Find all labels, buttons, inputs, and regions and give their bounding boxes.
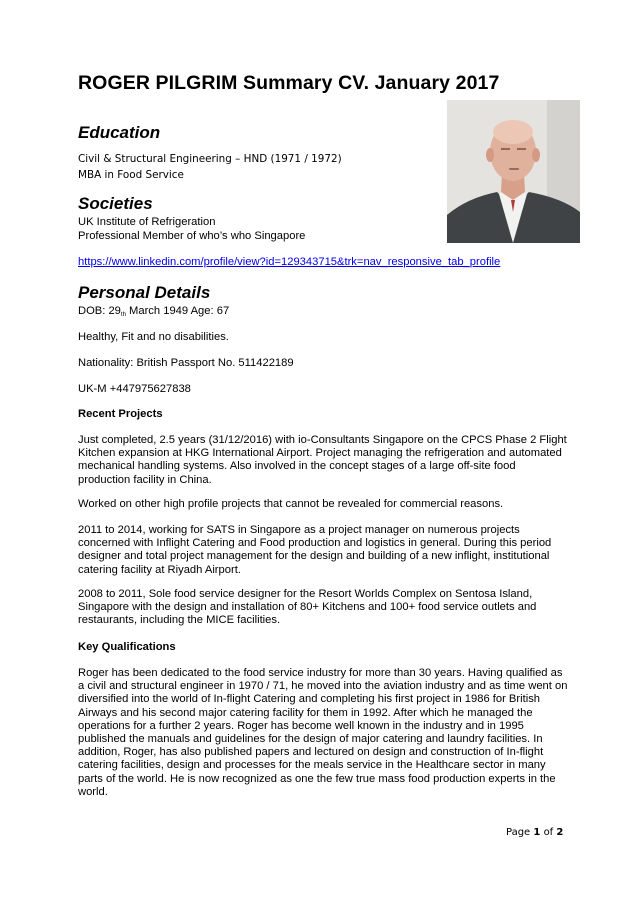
key-qualifications-heading: Key Qualifications <box>78 641 176 653</box>
society-refrigeration: UK Institute of Refrigeration <box>78 216 216 228</box>
society-whos-who: Professional Member of who’s who Singapore <box>78 230 306 242</box>
portrait-illustration <box>447 100 580 243</box>
profile-photo <box>447 100 580 243</box>
project-paragraph-resort-worlds: 2008 to 2011, Sole food service designer for the Resort Worlds Complex on Sentosa Island, Singapore with the design and installation of 80+ Kitchens and 100+ food service outlets and restaurants, including the MICE facilities. <box>78 588 537 627</box>
project-paragraph-hkg: Just completed, 2.5 years (31/12/2016) with io-Consultants Singapore on the CPCS Phase 2 Flight Kitchen expansion at HKG International Airport. Project managing the refrigeration and automated mechanical handling systems. Also involved in the concept stages of a large off-site food production facility in China. <box>78 434 567 486</box>
recent-projects-heading: Recent Projects <box>78 408 163 420</box>
linkedin-link[interactable]: https://www.linkedin.com/profile/view?id=129343715&trk=nav_responsive_tab_profile <box>78 256 501 268</box>
qualifications-paragraph: Roger has been dedicated to the food service industry for more than 30 years. Having qualified as a civil and structural engineer in 1970 / 71, he moved into the aviation industry and as time went on diversified into the world of In-flight Catering and completing his first project in 1986 for British Airways and his second major catering facility for them in 1992. After which he managed the operations for a further 2 years. Roger has become well known in the industry and in 1995 published the manuals and guidelines for the design of major catering and laundry facilities. In addition, Roger, has also published papers and lectured on design and construction of In-flight catering facilities, design and processes for the meals service in the Healthcare sector in many parts of the world. He is now recognized as one the few true mass food production experts in the world. <box>78 667 568 798</box>
health-status: Healthy, Fit and no disabilities. <box>78 331 229 343</box>
education-item-hnd: Civil & Structural Engineering – HND (1971 / 1972) <box>78 153 342 165</box>
personal-details-heading: Personal Details <box>78 283 211 302</box>
societies-heading: Societies <box>78 194 153 213</box>
nationality: Nationality: British Passport No. 511422189 <box>78 357 294 369</box>
page-of: of <box>543 827 554 838</box>
education-item-mba: MBA in Food Service <box>78 169 184 181</box>
phone-number: UK-M +447975627838 <box>78 383 191 395</box>
dob-suffix: th <box>120 312 126 318</box>
cv-title: ROGER PILGRIM Summary CV. January 2017 <box>78 72 500 94</box>
project-paragraph-sats: 2011 to 2014, working for SATS in Singapore as a project manager on numerous projects concerned with Inflight Catering and Food production and logistics in general. During this period designer and total project management for the design and building of a new inflight, institutional catering facility at Riyadh Airport. <box>78 524 552 576</box>
dob-rest: March 1949 Age: 67 <box>125 305 230 317</box>
page-current: 1 <box>533 827 541 838</box>
dob-prefix: DOB: 29 <box>78 305 121 317</box>
project-paragraph-confidential: Worked on other high profile projects that cannot be revealed for commercial reasons. <box>78 498 504 510</box>
dob-age <box>78 305 229 317</box>
education-heading: Education <box>78 123 161 142</box>
page-label: Page <box>506 827 531 838</box>
page-number <box>506 827 563 838</box>
page-total: 2 <box>556 827 564 838</box>
